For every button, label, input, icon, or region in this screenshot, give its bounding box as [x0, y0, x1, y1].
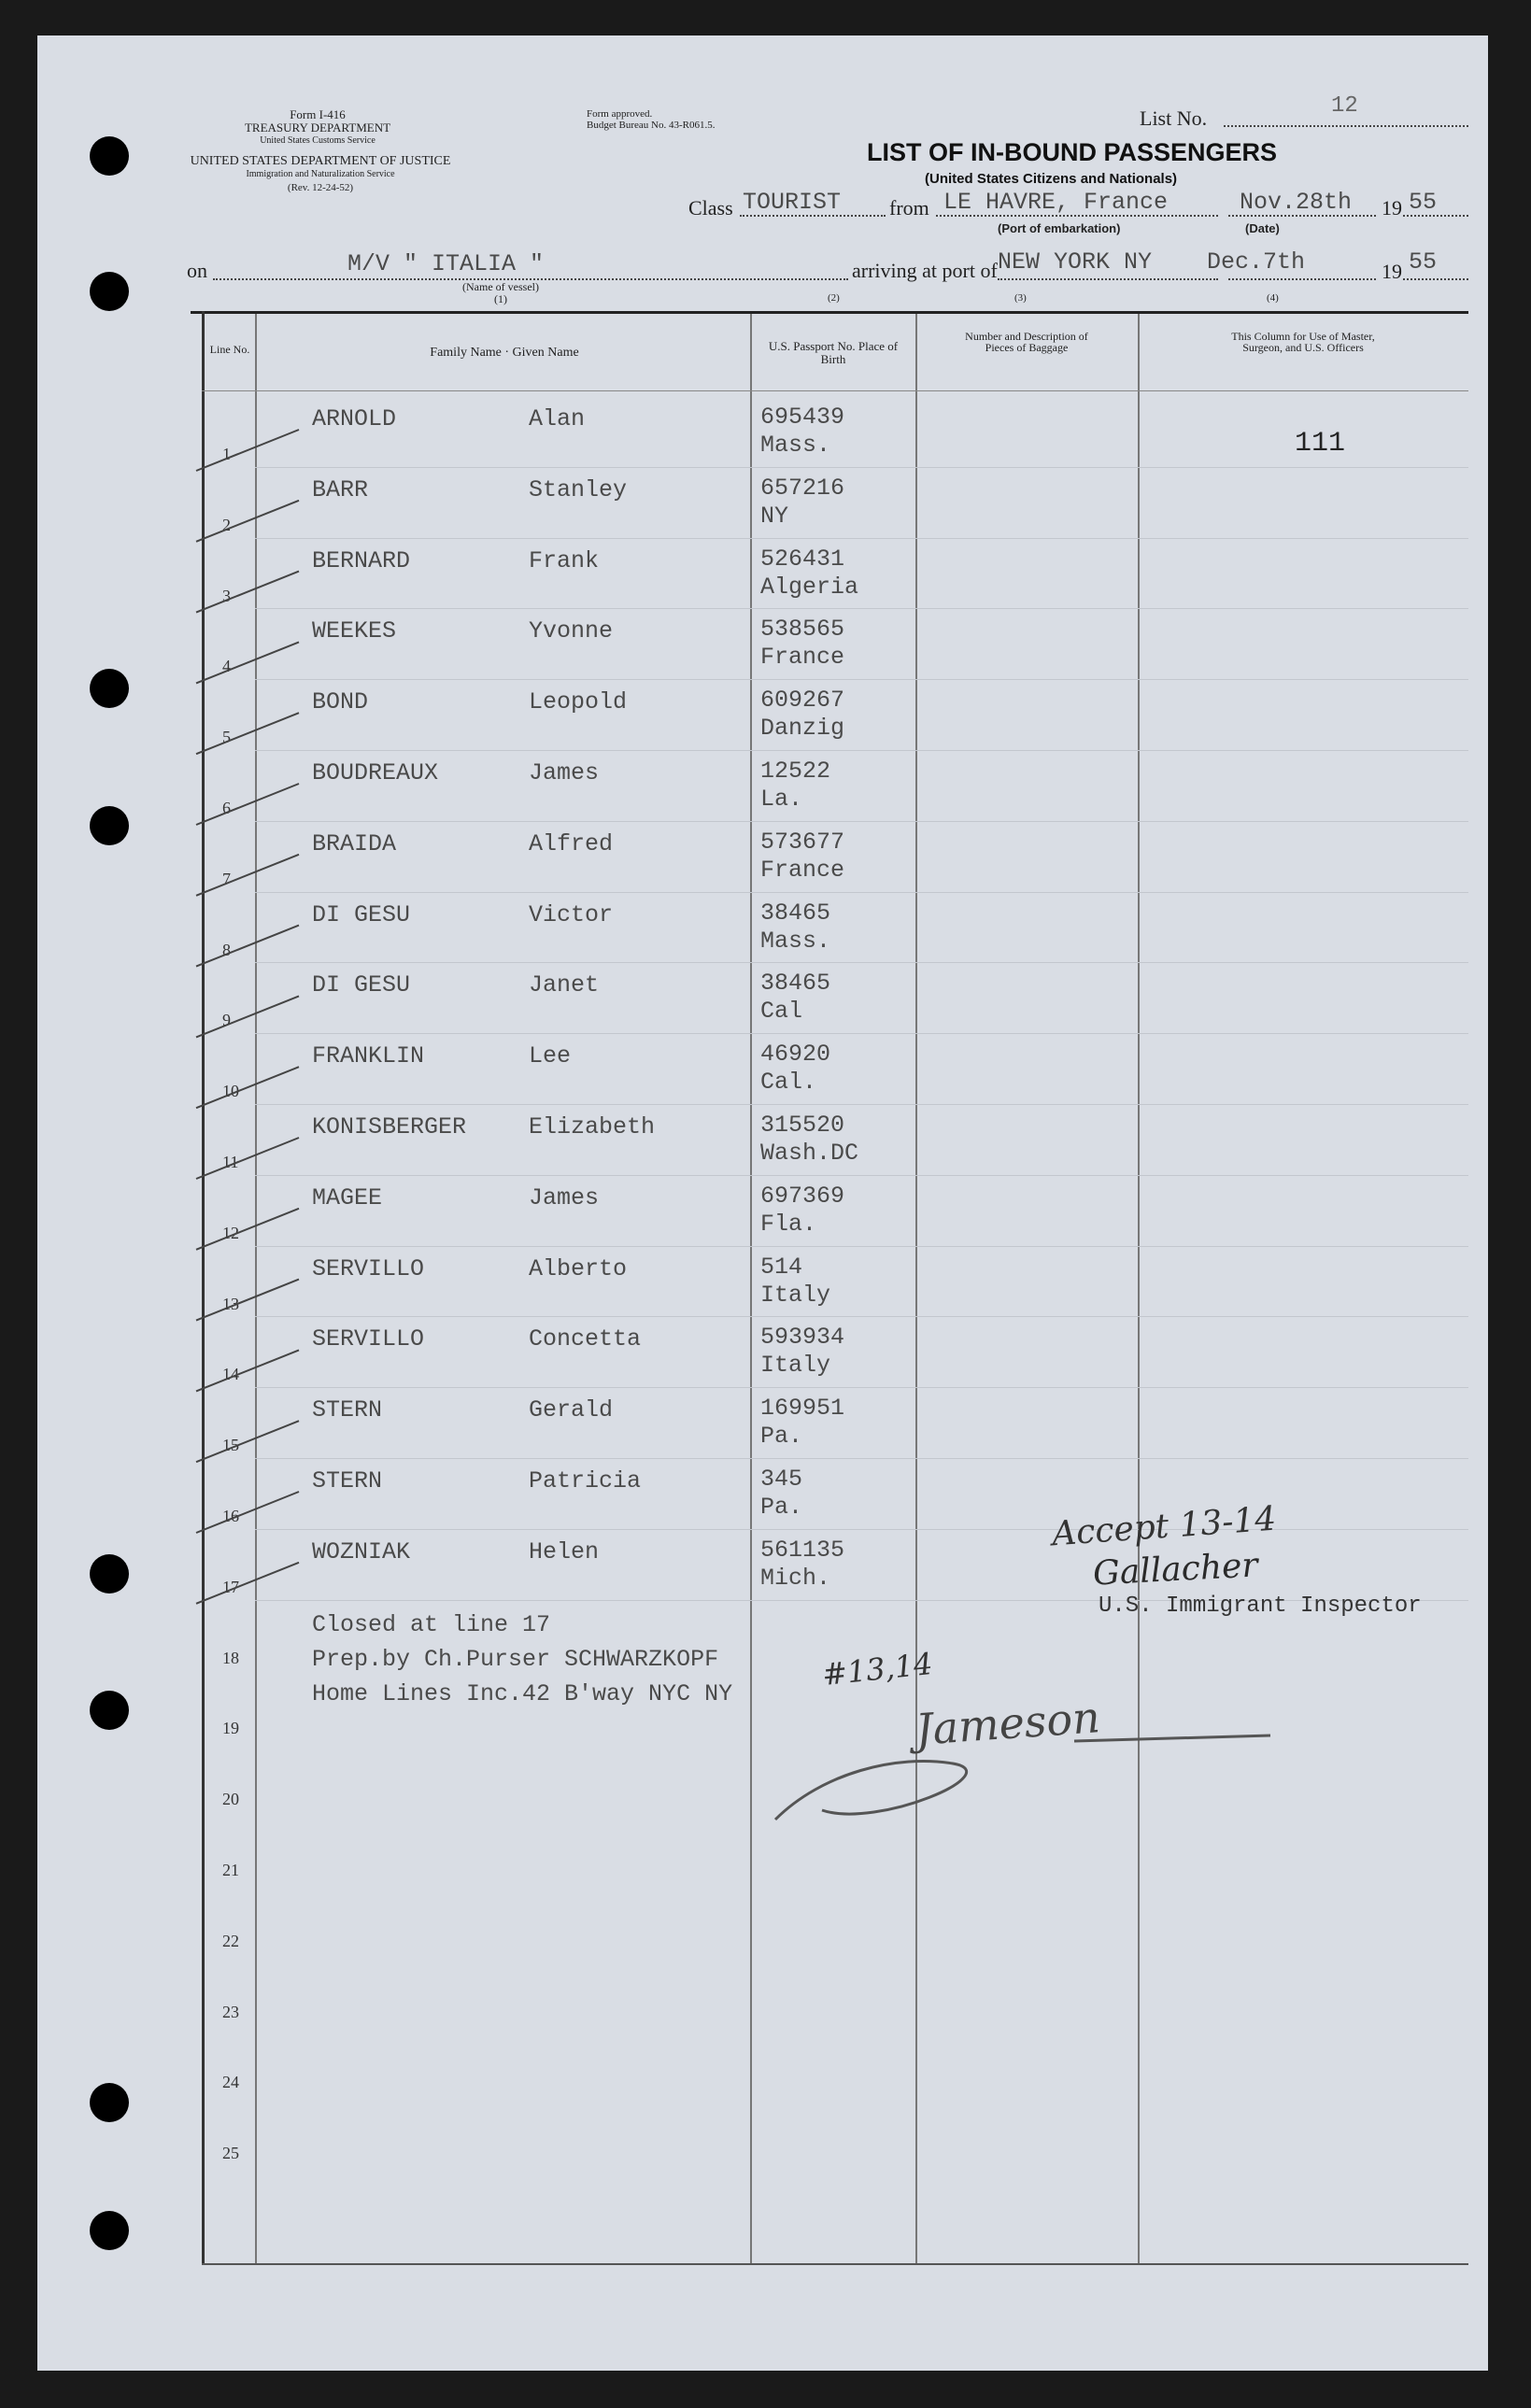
number-annotation: #13,14 — [820, 1645, 935, 1693]
line-number: 11 — [222, 1153, 239, 1171]
given-name: Lee — [529, 1042, 572, 1070]
line-number: 24 — [222, 2073, 239, 2092]
check-mark — [196, 1492, 299, 1533]
date-caption: (Date) — [1245, 221, 1280, 235]
officer-note: 111 — [1295, 428, 1346, 460]
passport-number: 46920 — [760, 1041, 831, 1069]
punch-hole — [90, 1554, 129, 1594]
from-label: from — [889, 196, 929, 220]
passport-number: 609267 — [760, 687, 845, 715]
budget-bureau: Budget Bureau No. 43-R061.5. — [587, 120, 716, 131]
punch-hole — [90, 806, 129, 845]
punch-hole — [90, 669, 129, 708]
form-number: Form I-416 — [290, 107, 346, 121]
passport-number: 345 — [760, 1466, 803, 1493]
ins-service: Immigration and Naturalization Service — [246, 169, 395, 179]
line-number: 15 — [222, 1436, 239, 1455]
line-number: 23 — [222, 2002, 239, 2021]
line-number: 19 — [222, 1719, 239, 1738]
check-mark — [196, 642, 299, 683]
family-name: BRAIDA — [312, 829, 397, 857]
form-approved: Form approved. — [587, 108, 653, 120]
vessel-name: M/V " ITALIA " — [347, 250, 545, 277]
given-name: Alan — [529, 405, 586, 432]
family-name: BERNARD — [312, 546, 411, 574]
punch-hole — [90, 1691, 129, 1730]
place-of-birth: Cal — [760, 998, 803, 1026]
passport-number: 12522 — [760, 758, 831, 785]
family-name: STERN — [312, 1396, 383, 1424]
place-of-birth: Italy — [760, 1352, 831, 1380]
family-name: BOND — [312, 688, 369, 716]
passport-number: 38465 — [760, 899, 831, 927]
given-name: Victor — [529, 900, 614, 928]
place-of-birth: Mass. — [760, 927, 831, 955]
line-number: 9 — [222, 1011, 231, 1030]
on-label: on — [187, 259, 207, 282]
line-number: 2 — [222, 515, 231, 534]
place-of-birth: Fla. — [760, 1210, 817, 1238]
given-name: Elizabeth — [529, 1113, 656, 1140]
line-number: 21 — [222, 1861, 239, 1879]
check-mark — [196, 1138, 299, 1179]
arrival-port: NEW YORK NY — [998, 248, 1153, 276]
list-no-label: List No. — [1140, 106, 1208, 130]
line-number: 14 — [222, 1365, 239, 1384]
passport-number: 573677 — [760, 828, 845, 856]
caption-1: (1) — [494, 292, 507, 305]
punch-hole — [90, 272, 129, 311]
col-passport-header: U.S. Passport No. Place of Birth — [768, 339, 899, 366]
passport-number: 169951 — [760, 1395, 845, 1423]
place-of-birth: Danzig — [760, 715, 845, 743]
line-number: 18 — [222, 1648, 239, 1667]
caption-2: (2) — [828, 292, 840, 304]
treasury-dept: TREASURY DEPARTMENT — [244, 120, 391, 135]
passport-number: 526431 — [760, 545, 845, 573]
col-name-header: Family Name · Given Name — [430, 346, 579, 360]
place-of-birth: NY — [760, 502, 789, 530]
year-1: 55 — [1409, 189, 1438, 216]
passport-number: 657216 — [760, 474, 845, 502]
given-name: Concetta — [529, 1325, 642, 1353]
place-of-birth: Mass. — [760, 432, 831, 459]
check-mark — [196, 713, 299, 754]
caption-3: (3) — [1014, 292, 1027, 304]
place-of-birth: Pa. — [760, 1423, 803, 1451]
family-name: DI GESU — [312, 971, 411, 999]
company-note: Home Lines Inc.42 B'way NYC NY — [312, 1680, 733, 1707]
check-mark — [196, 1209, 299, 1250]
place-of-birth: Cal. — [760, 1069, 817, 1097]
check-mark — [196, 1067, 299, 1108]
place-of-birth: Mich. — [760, 1564, 831, 1592]
class-value: TOURIST — [743, 189, 842, 216]
check-mark — [196, 1350, 299, 1391]
table-top-rule — [191, 311, 1468, 314]
punch-hole — [90, 136, 129, 176]
line-number: 7 — [222, 869, 231, 888]
passport-number: 697369 — [760, 1182, 845, 1210]
place-of-birth: Wash.DC — [760, 1140, 859, 1167]
departure-date: Nov.28th — [1240, 189, 1353, 216]
given-name: Frank — [529, 546, 600, 574]
embarkation-port: LE HAVRE, France — [943, 189, 1169, 216]
line-number: 8 — [222, 940, 231, 959]
col-baggage-header: Number and Description of Pieces of Baggage — [965, 330, 1088, 354]
place-of-birth: France — [760, 856, 845, 884]
family-name: BARR — [312, 475, 369, 503]
given-name: James — [529, 759, 600, 786]
passport-number: 695439 — [760, 404, 845, 431]
vessel-caption-block — [445, 281, 557, 305]
table-bottom-rule — [202, 2263, 1468, 2265]
inspector-signature: Gallacher — [1092, 1546, 1259, 1594]
family-name: SERVILLO — [312, 1325, 425, 1353]
list-no-value: 12 — [1331, 93, 1358, 119]
line-number: 17 — [222, 1577, 239, 1596]
check-mark — [196, 784, 299, 825]
justice-block — [185, 155, 456, 194]
family-name: BOUDREAUX — [312, 759, 439, 786]
check-mark — [196, 926, 299, 967]
line-number: 12 — [222, 1223, 239, 1242]
purser-signature: Jameson — [914, 1692, 1102, 1755]
family-name: STERN — [312, 1467, 383, 1494]
manifest-sheet — [37, 35, 1488, 2371]
place-of-birth: Algeria — [760, 573, 859, 601]
check-mark — [196, 1421, 299, 1462]
punch-hole — [90, 2211, 129, 2250]
family-name: WOZNIAK — [312, 1537, 411, 1565]
given-name: Gerald — [529, 1396, 614, 1424]
family-name: ARNOLD — [312, 405, 397, 432]
accept-annotation: Accept 13-14 — [1050, 1499, 1278, 1554]
prepared-note: Prep.by Ch.Purser SCHWARZKOPF — [312, 1646, 719, 1673]
check-marks — [187, 409, 430, 1651]
line-number: 25 — [222, 2144, 239, 2163]
col-line-header: Line No. — [209, 343, 250, 356]
line-number: 13 — [222, 1294, 239, 1313]
customs-service: United States Customs Service — [260, 135, 376, 146]
given-name: Alfred — [529, 829, 614, 857]
check-mark — [196, 430, 299, 471]
given-name: Patricia — [529, 1467, 642, 1494]
page-title: LIST OF IN-BOUND PASSENGERS — [867, 138, 1278, 166]
line-number: 3 — [222, 586, 231, 605]
given-name: Alberto — [529, 1254, 628, 1282]
check-mark — [196, 572, 299, 613]
arrival-date: Dec.7th — [1207, 248, 1306, 276]
given-name: Yvonne — [529, 617, 614, 645]
signature-flourish — [766, 1698, 1289, 1838]
vessel-caption: (Name of vessel) — [462, 280, 539, 293]
port-embark-caption: (Port of embarkation) — [998, 221, 1121, 235]
year-prefix-1: 19 — [1382, 196, 1402, 220]
check-mark — [196, 855, 299, 896]
arriving-label: arriving at port of — [852, 259, 998, 282]
line-number: 5 — [222, 728, 231, 747]
given-name: Janet — [529, 971, 600, 999]
passport-number: 38465 — [760, 970, 831, 998]
check-mark — [196, 1563, 299, 1604]
caption-4: (4) — [1267, 292, 1279, 304]
justice-dept: UNITED STATES DEPARTMENT OF JUSTICE — [190, 154, 451, 168]
passport-number: 561135 — [760, 1536, 845, 1564]
punch-hole — [90, 2083, 129, 2122]
year-2: 55 — [1409, 248, 1438, 276]
passport-number: 593934 — [760, 1324, 845, 1352]
family-name: WEEKES — [312, 617, 397, 645]
passport-number: 514 — [760, 1253, 803, 1281]
line-number: 4 — [222, 657, 231, 676]
line-number: 22 — [222, 1931, 239, 1950]
page-subtitle: (United States Citizens and Nationals) — [925, 171, 1178, 187]
family-name: FRANKLIN — [312, 1042, 425, 1070]
passport-number: 538565 — [760, 616, 845, 644]
family-name: SERVILLO — [312, 1254, 425, 1282]
year-prefix-2: 19 — [1382, 260, 1402, 283]
inspector-title: U.S. Immigrant Inspector — [1099, 1594, 1422, 1619]
place-of-birth: La. — [760, 786, 803, 813]
given-name: James — [529, 1183, 600, 1211]
place-of-birth: Pa. — [760, 1494, 803, 1521]
given-name: Helen — [529, 1537, 600, 1565]
family-name: MAGEE — [312, 1183, 383, 1211]
check-mark — [196, 1280, 299, 1321]
family-name: DI GESU — [312, 900, 411, 928]
family-name: KONISBERGER — [312, 1113, 467, 1140]
line-number: 1 — [222, 445, 231, 463]
given-name: Leopold — [529, 688, 628, 716]
line-number: 20 — [222, 1790, 239, 1809]
line-number: 16 — [222, 1507, 239, 1525]
given-name: Stanley — [529, 475, 628, 503]
check-mark — [196, 501, 299, 542]
check-mark — [196, 996, 299, 1037]
class-label: Class — [688, 196, 733, 220]
line-number: 6 — [222, 799, 231, 817]
passport-number: 315520 — [760, 1112, 845, 1139]
form-header-left — [215, 108, 420, 148]
approval-block — [587, 108, 715, 131]
closed-note: Closed at line 17 — [312, 1611, 551, 1638]
place-of-birth: France — [760, 644, 845, 672]
line-number: 10 — [222, 1082, 239, 1101]
revision: (Rev. 12-24-52) — [287, 182, 354, 193]
place-of-birth: Italy — [760, 1281, 831, 1309]
col-officers-header: This Column for Use of Master, Surgeon, and U.S. Officers — [1231, 330, 1375, 354]
